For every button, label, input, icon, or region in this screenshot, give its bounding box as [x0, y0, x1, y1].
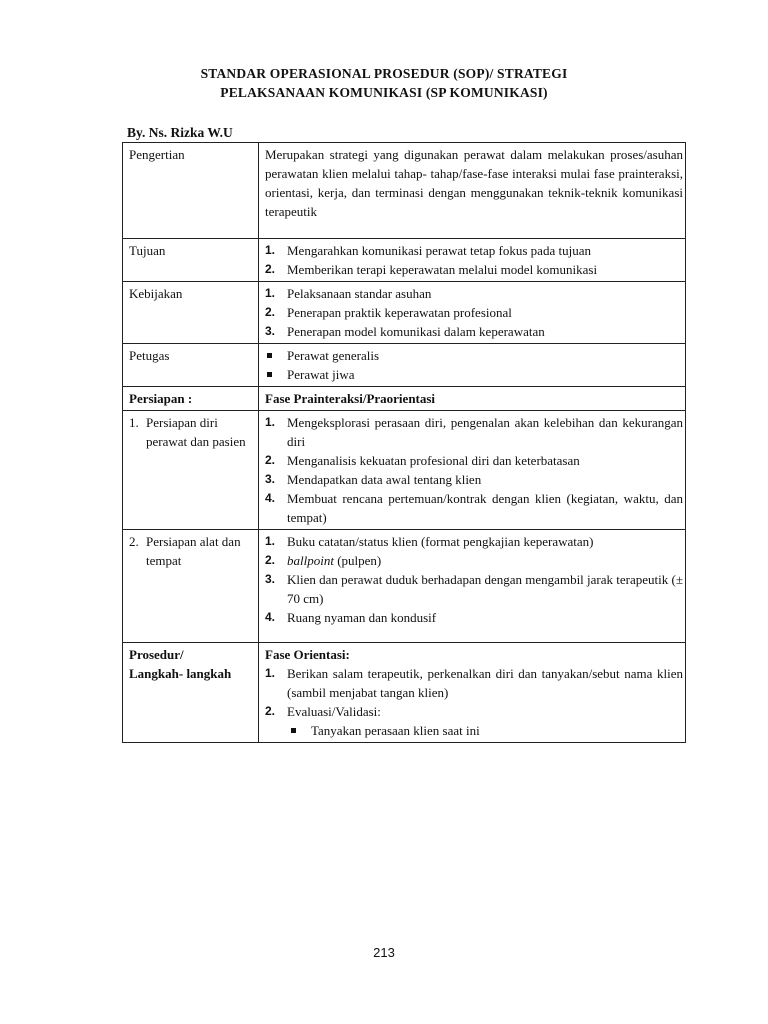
- list-petugas-cell: [259, 344, 686, 387]
- list-item: [265, 303, 683, 322]
- row-persiapan-diri: [123, 411, 686, 530]
- list-item: Perawat generalis: [265, 346, 683, 365]
- row-persiapan-header: [123, 387, 686, 411]
- item-number: 4.: [265, 491, 276, 505]
- sop-table: [122, 142, 686, 743]
- prosedur-content-cell: [259, 643, 686, 743]
- item-text: Mendapatkan data awal tentang klien: [287, 472, 482, 487]
- list-persiapan-diri: [265, 413, 683, 527]
- list-item: [265, 608, 683, 627]
- item-text: Penerapan praktik keperawatan profesional: [287, 305, 512, 320]
- item-number: 1.: [265, 666, 276, 680]
- page-number: 213: [373, 945, 395, 960]
- label-persiapan-alat-cell: [123, 530, 259, 643]
- list-item: [265, 664, 683, 702]
- item-text: Penerapan model komunikasi dalam keperawatan: [287, 324, 545, 339]
- header-fase-orientasi: Fase Orientasi:: [265, 647, 350, 662]
- item-number: 1.: [265, 415, 276, 429]
- label-prosedur-line-2: Langkah- langkah: [129, 666, 232, 681]
- row-kebijakan: [123, 282, 686, 344]
- item-text: Persiapan diri perawat dan pasien: [146, 415, 246, 449]
- item-number: 3.: [265, 324, 276, 338]
- item-text: Mengeksplorasi perasaan diri, pengenalan akan kelebihan dan kekurangan diri: [287, 415, 683, 449]
- item-number: 3.: [265, 572, 276, 586]
- item-number: 1.: [265, 534, 276, 548]
- list-item: [265, 284, 683, 303]
- label-persiapan-alat: [129, 532, 254, 570]
- item-text: Klien dan perawat duduk berhadapan dengan mengambil jarak terapeutik (± 70 cm): [287, 572, 683, 606]
- item-number: 2.: [265, 453, 276, 467]
- list-item: [265, 570, 683, 608]
- label-prosedur-cell: [123, 643, 259, 743]
- document-title: [0, 64, 768, 102]
- label-pengertian: Pengertian: [123, 143, 259, 239]
- list-prosedur-sub: [265, 721, 683, 740]
- list-tujuan-cell: [259, 239, 686, 282]
- item-text: Menganalisis kekuatan profesional diri dan keterbatasan: [287, 453, 580, 468]
- item-number: 2.: [265, 553, 276, 567]
- list-tujuan: [265, 241, 683, 279]
- title-line-2: PELAKSANAAN KOMUNIKASI (SP KOMUNIKASI): [220, 85, 548, 100]
- row-pengertian: [123, 143, 686, 239]
- item-number: 2.: [129, 534, 139, 549]
- item-number: 2.: [265, 704, 276, 718]
- list-item: [265, 451, 683, 470]
- list-persiapan-diri-cell: [259, 411, 686, 530]
- list-item: [265, 702, 683, 721]
- item-number: 1.: [265, 286, 276, 300]
- author-line: By. Ns. Rizka W.U: [127, 125, 233, 140]
- list-persiapan-alat: [265, 532, 683, 627]
- row-prosedur: [123, 643, 686, 743]
- item-text: Berikan salam terapeutik, perkenalkan diri dan tanyakan/sebut nama klien (sambil menjabat tangan klien): [287, 666, 683, 700]
- item-number: 1.: [129, 415, 139, 430]
- list-item: Perawat jiwa: [265, 365, 683, 384]
- item-number: 2.: [265, 305, 276, 319]
- row-petugas: [123, 344, 686, 387]
- label-petugas: Petugas: [123, 344, 259, 387]
- list-item: [265, 489, 683, 527]
- item-number: 1.: [265, 243, 276, 257]
- list-kebijakan-cell: [259, 282, 686, 344]
- item-text: Evaluasi/Validasi:: [287, 704, 381, 719]
- list-kebijakan: [265, 284, 683, 341]
- label-persiapan-diri-cell: [123, 411, 259, 530]
- text-pengertian: Merupakan strategi yang digunakan perawat dalam melakukan proses/asuhan perawatan klien melalui tahap- tahap/fase-fase interaksi mulai fase prainteraksi, orientasi, kerja, dan terminasi dengan menggunakan teknik-teknik komunikasi terapeutik: [259, 143, 686, 239]
- label-tujuan: Tujuan: [123, 239, 259, 282]
- list-item: Tanyakan perasaan klien saat ini: [265, 721, 683, 740]
- label-prosedur-line-1: Prosedur/: [129, 647, 184, 662]
- item-text: Membuat rencana pertemuan/kontrak dengan klien (kegiatan, waktu, dan tempat): [287, 491, 683, 525]
- item-number: 3.: [265, 472, 276, 486]
- list-prosedur: [265, 664, 683, 721]
- header-fase-prainteraksi: Fase Prainteraksi/Praorientasi: [259, 387, 686, 411]
- item-text: Memberikan terapi keperawatan melalui model komunikasi: [287, 262, 598, 277]
- row-persiapan-alat: [123, 530, 686, 643]
- row-tujuan: [123, 239, 686, 282]
- item-number: 2.: [265, 262, 276, 276]
- label-kebijakan: Kebijakan: [123, 282, 259, 344]
- item-text: Buku catatan/status klien (format pengkajian keperawatan): [287, 534, 594, 549]
- item-text-italic: ballpoint: [287, 553, 334, 568]
- item-text: Pelaksanaan standar asuhan: [287, 286, 432, 301]
- item-text: (pulpen): [333, 553, 382, 568]
- list-item: [265, 532, 683, 551]
- label-persiapan-diri: [129, 413, 254, 451]
- item-text: Persiapan alat dan tempat: [146, 534, 241, 568]
- list-item: [265, 470, 683, 489]
- title-line-1: STANDAR OPERASIONAL PROSEDUR (SOP)/ STRATEGI: [200, 66, 568, 81]
- label-persiapan: Persiapan :: [123, 387, 259, 411]
- list-persiapan-alat-cell: [259, 530, 686, 643]
- item-text: Ruang nyaman dan kondusif: [287, 610, 437, 625]
- list-item: [265, 241, 683, 260]
- item-text: Mengarahkan komunikasi perawat tetap fokus pada tujuan: [287, 243, 591, 258]
- list-item: [265, 413, 683, 451]
- list-item: [265, 260, 683, 279]
- list-petugas: [265, 346, 683, 384]
- item-number: 4.: [265, 610, 276, 624]
- list-item: [265, 322, 683, 341]
- list-item: [265, 551, 683, 570]
